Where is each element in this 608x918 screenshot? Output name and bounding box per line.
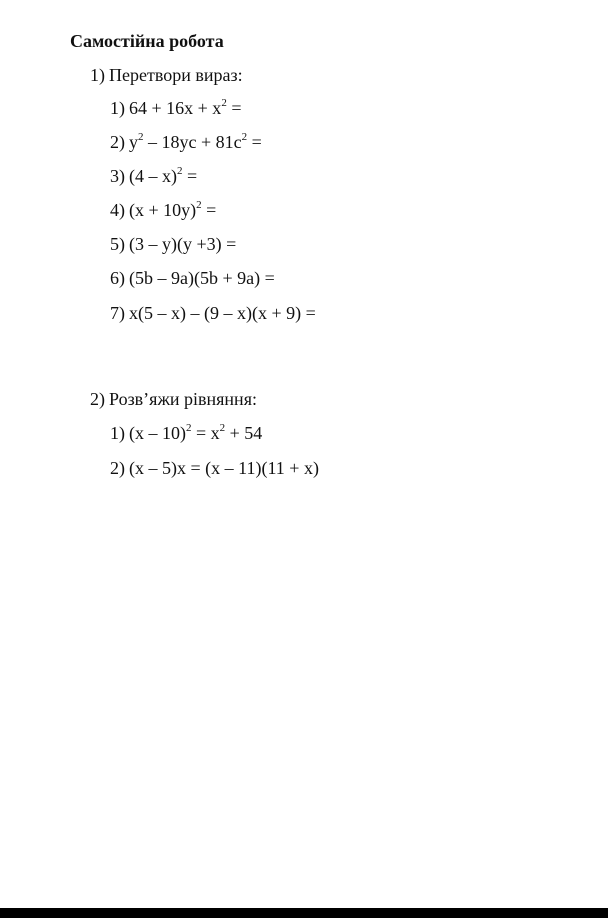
section-1-item-7: [110, 302, 316, 324]
expression-text: =: [226, 98, 242, 118]
section-2-title: Розв’яжи рівняння:: [109, 389, 257, 409]
section-1-item-5: [110, 233, 236, 255]
section-1-item-2: [110, 131, 262, 153]
section-1-heading: [90, 64, 243, 86]
section-1-item-1: [110, 97, 241, 119]
exponent: 2: [219, 422, 226, 434]
exponent: 2: [177, 165, 183, 177]
item-number: 2): [110, 458, 125, 478]
expression-text: (3 – y)(y +3) =: [129, 234, 237, 254]
expression-text: (x + 10y): [129, 200, 197, 220]
exponent: 2: [241, 131, 248, 143]
expression-text: (4 – x): [129, 166, 177, 186]
section-1-title: Перетвори вираз:: [109, 65, 243, 85]
expression-text: (x – 10): [129, 423, 186, 443]
expression-text: x(5 – x) – (9 – x)(x + 9) =: [129, 303, 316, 323]
exponent: 2: [138, 131, 144, 143]
page-title: Самостійна робота: [70, 31, 224, 51]
expression-text: y: [129, 132, 138, 152]
section-1-item-6: [110, 267, 275, 289]
item-number: 3): [110, 166, 125, 186]
section-2-heading: [90, 388, 257, 410]
expression-text: (x – 5)x = (x – 11)(11 + x): [129, 458, 319, 478]
item-number: 4): [110, 200, 125, 220]
item-number: 1): [110, 98, 125, 118]
section-2-item-1: [110, 422, 262, 444]
expression-text: =: [201, 200, 217, 220]
item-number: 6): [110, 268, 125, 288]
section-1-item-3: [110, 165, 197, 187]
expression-text: (5b – 9a)(5b + 9a) =: [129, 268, 275, 288]
item-number: 2): [110, 132, 125, 152]
expression-text: =: [182, 166, 198, 186]
section-2-number: 2): [90, 389, 105, 409]
section-1-item-4: [110, 199, 216, 221]
item-number: 7): [110, 303, 125, 323]
exponent: 2: [196, 199, 202, 211]
exponent: 2: [221, 97, 227, 109]
item-number: 1): [110, 423, 125, 443]
section-1-number: 1): [90, 65, 105, 85]
item-number: 5): [110, 234, 125, 254]
expression-text: =: [247, 132, 262, 152]
exponent: 2: [186, 422, 192, 434]
bottom-border: [0, 908, 608, 918]
expression-text: + 54: [225, 423, 263, 443]
expression-text: – 18yc + 81c: [143, 132, 242, 152]
expression-text: 64 + 16x + x: [129, 98, 222, 118]
section-2-item-2: [110, 457, 319, 479]
expression-text: = x: [191, 423, 220, 443]
